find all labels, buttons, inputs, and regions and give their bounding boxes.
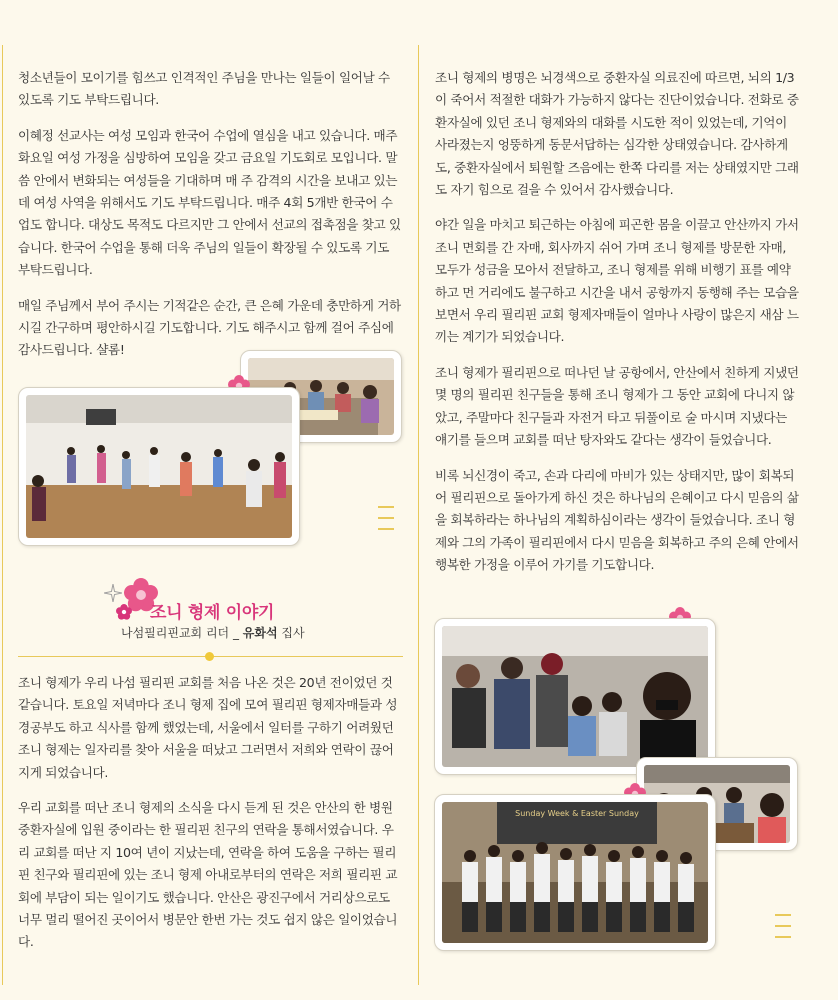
byline-prefix: 나섬필리핀교회 리더 _: [121, 626, 243, 640]
left-column-rule: [2, 45, 3, 985]
right-column-text: [435, 67, 800, 590]
author-name: 유화석: [242, 626, 278, 640]
paragraph: 조니 형제의 병명은 뇌경색으로 중환자실 의료진에 따르면, 뇌의 1/3이 죽어서 적절한 대화가 가능하지 않다는 진단이었습니다. 전화로 중환자실에 있던 조니 형제와의 대화를 시도한 적이 있었는데, 기억이 사라졌는지 엉뚱하게 동문서답하는 심각한 상태였습니다. 감사하게도, 중환자실에서 퇴원할 즈음에는 한쪽 다리를 저는 상태였지만 그래도 자기 힘으로 걸을 수 있어서 감사했습니다.: [435, 70, 799, 198]
small-flower-icon: [116, 604, 132, 620]
left-column-bottom-text: [18, 672, 403, 967]
photo-banner-text: Sunday Week & Easter Sunday: [515, 809, 639, 818]
paragraph: 야간 일을 마치고 퇴근하는 아침에 피곤한 몸을 이끌고 안산까지 가서 조니 면회를 간 자매, 회사까지 쉬어 가며 조니 형제를 방문한 자매, 모두가 성금을 모아서 전달하고, 조니 형제를 위해 비행기 표를 예약하고 먼 거리에도 불구하고 시간을 내서 공항까지 동행해 주는 모습을 보면서 우리 필리핀 교회 형제자매들이 얼마나 사랑이 많은지 새삼 느끼는 계기가 되었습니다.: [435, 217, 799, 345]
paragraph: 이혜정 선교사는 여성 모임과 한국어 수업에 열심을 내고 있습니다. 매주 화요일 여성 가정을 심방하여 모임을 갖고 금요일 기도회로 모입니다. 말씀 안에서 변화되는 여성들을 기대하며 매 주 감격의 시간을 보내고 있는데 여성 사역을 위해서도 기도 부탁드립니다. 매주 4회 5개반 한국어 수업도 합니다. 대상도 목적도 다르지만 그 안에서 선교의 접촉점을 찾고 있습니다. 한국어 수업을 통해 더욱 주님의 일들이 확장될 수 있도록 기도 부탁드립니다.: [18, 127, 401, 278]
center-column-rule: [418, 45, 419, 985]
easter-group-photo: [434, 794, 716, 951]
byline: [121, 624, 305, 641]
paragraph: 비록 뇌신경이 죽고, 손과 다리에 마비가 있는 상태지만, 많이 회복되어 필리핀으로 돌아가게 하신 것은 하나님의 은혜이고 다시 믿음의 삶을 회복하라는 하나님의 계획하심이라는 생각이 들었습니다. 조니 형제와 그의 가족이 필리핀에서 다시 믿음을 회복하고 주의 은혜 안에서 행복한 가정을 이루어 가기를 기도합니다.: [435, 467, 799, 573]
children-dance-photo: [18, 387, 300, 546]
paragraph: 우리 교회를 떠난 조니 형제의 소식을 다시 듣게 된 것은 안산의 한 병원 중환자실에 입원 중이라는 한 필리핀 친구의 연락을 통해서였습니다. 우리 교회를 떠난 지 10여 년이 지났는데, 연락을 하여 도움을 구하는 필리핀 친구와 필리핀에 있는 조니 형제 아내로부터의 연락은 저희 필리핀 교회에 부담이 되는 일이기도 했습니다. 안산은 광진구에서 거리상으로도 너무 멀리 떨어진 곳이어서 병문안 한번 가는 것도 쉽지 않은 일이었습니다.: [18, 800, 398, 950]
story-header: [110, 576, 390, 646]
left-column-top-text: [18, 67, 403, 375]
paragraph: 매일 주님께서 부어 주시는 기적같은 순간, 큰 은혜 가운데 충만하게 거하시길 간구하며 평안하시길 기도합니다. 기도 해주시고 함께 걸어 주심에 감사드립니다. 샬롬!: [18, 297, 401, 358]
paragraph: 청소년들이 모이기를 힘쓰고 인격적인 주님을 만나는 일들이 일어날 수 있도록 기도 부탁드립니다.: [18, 70, 390, 108]
paragraph: 조니 형제가 필리핀으로 떠나던 날 공항에서, 안산에서 친하게 지냈던 몇 명의 필리핀 친구들을 통해 조니 형제가 그 동안 교회에 다니지 않았고, 주말마다 친구들과 자전거 타고 뒤풀이로 술 마시며 지냈다는 얘기를 들으며 교회를 떠난 탕자와도 같다는 생각이 들었습니다.: [435, 364, 799, 448]
airport-farewell-photo: [434, 618, 716, 775]
decorative-dashes: [775, 914, 791, 947]
byline-suffix: 집사: [277, 626, 305, 640]
divider-dot: [205, 652, 214, 661]
story-title: 조니 형제 이야기: [150, 603, 275, 623]
decorative-dashes: [378, 506, 394, 539]
paragraph: 조니 형제가 우리 나섬 필리핀 교회를 처음 나온 것은 20년 전이었던 것 같습니다. 토요일 저녁마다 조니 형제 집에 모여 필리핀 형제자매들과 성경공부도 하고 식사를 함께 했었는데, 서울에서 일터를 구하기 어려웠던 조니 형제는 일자리를 찾아 서울을 떠났고 그러면서 저희와 연락이 끊어지게 되었습니다.: [18, 675, 398, 780]
sparkle-icon: [104, 584, 122, 602]
